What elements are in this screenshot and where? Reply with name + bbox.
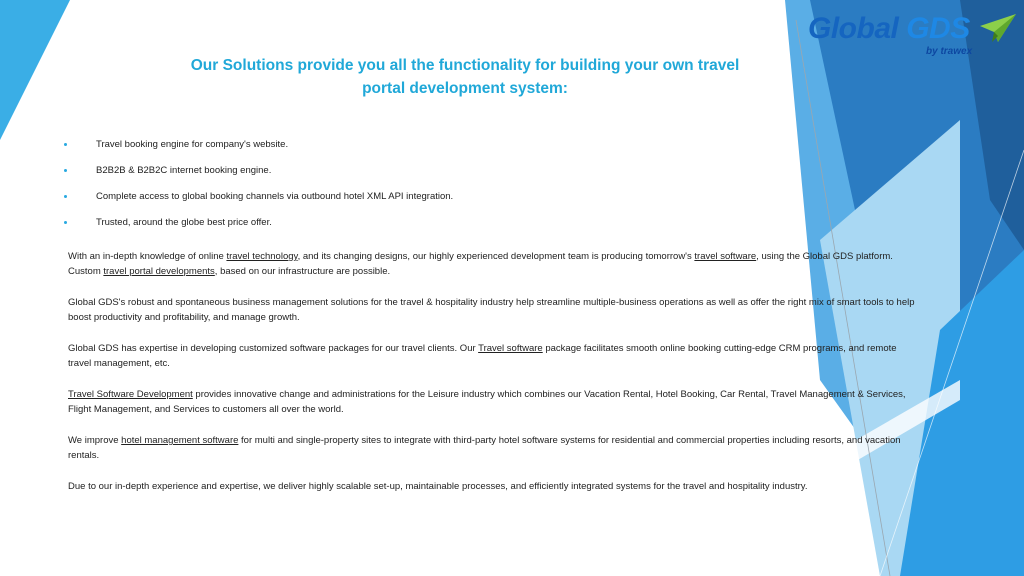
bullet-dot-icon	[64, 221, 67, 224]
bullet-text: Travel booking engine for company's website.	[96, 139, 289, 150]
paragraph-software-packages	[68, 341, 916, 371]
feature-bullet-list	[64, 138, 453, 242]
bullet-item	[64, 164, 453, 190]
hotel-management-software-link[interactable]: hotel management software	[121, 435, 239, 446]
bullet-dot-icon	[64, 169, 67, 172]
body-paragraphs	[68, 249, 916, 510]
travel-technology-link[interactable]: travel technology	[226, 251, 298, 262]
travel-software-link[interactable]: travel software	[694, 251, 757, 262]
paragraph-text: , and its changing designs, our highly experienced development team is producing tomorrow's	[297, 251, 695, 262]
title-line-2: portal development system:	[362, 80, 568, 97]
page-title	[140, 54, 790, 100]
paragraph-hotel-management	[68, 433, 916, 463]
logo-word-gds: GDS	[906, 12, 970, 45]
paragraph-business-solutions: Global GDS's robust and spontaneous business management solutions for the travel & hospitality industry help streamline multiple-business operations as well as offer the right mix of smart tools to help boost productivity and profitability, and manage growth.	[68, 297, 915, 323]
paragraph-travel-technology	[68, 249, 916, 279]
paragraph-software-development	[68, 387, 916, 417]
paragraph-text: Global GDS has expertise in developing customized software packages for our travel clients. Our	[68, 343, 479, 354]
bullet-text: Complete access to global booking channels via outbound hotel XML API integration.	[96, 191, 454, 202]
paragraph-text: provides innovative change and administrations for the Leisure industry which combines our Vacation Rental, Hotel Booking, Car Rental, Travel Management & Services, Flight Management, and Services to customers all over the world.	[68, 389, 906, 415]
paragraph-text: package facilitates smooth online booking cutting-edge CRM programs, and remote travel management, etc.	[68, 343, 897, 369]
paragraph-text: , using the Global GDS platform. Custom	[68, 251, 893, 277]
paragraph-text: , based on our infrastructure are possible.	[214, 266, 391, 277]
left-accent-band	[0, 0, 70, 140]
paragraph-text: for multi and single-property sites to integrate with third-party hotel software systems for residential and commercial properties including resorts, and vacation rentals.	[68, 435, 901, 461]
bullet-dot-icon	[64, 143, 67, 146]
paper-plane-icon	[978, 12, 1018, 46]
bullet-text: B2B2B & B2B2C internet booking engine.	[96, 165, 272, 176]
title-line-1: Our Solutions provide you all the functionality for building your own travel	[190, 57, 740, 74]
bullet-item	[64, 216, 453, 242]
paragraph-text: We improve	[68, 435, 122, 446]
logo-tagline: by trawex	[926, 46, 973, 57]
logo-word-global: Global	[808, 12, 899, 45]
paragraph-text: With an in-depth knowledge of online	[68, 251, 227, 262]
logo-wordmark	[808, 12, 970, 46]
global-gds-logo	[808, 10, 1018, 62]
bullet-text: Trusted, around the globe best price offer.	[96, 217, 272, 228]
bullet-item	[64, 190, 453, 216]
travel-portal-developments-link[interactable]: travel portal developments	[103, 266, 215, 277]
paragraph-experience: Due to our in-depth experience and expertise, we deliver highly scalable set-up, maintainable processes, and efficiently integrated systems for the travel and hospitality industry.	[68, 481, 808, 492]
travel-software-development-link[interactable]: Travel Software Development	[68, 389, 193, 400]
travel-software-package-link[interactable]: Travel software	[478, 343, 543, 354]
bullet-item	[64, 138, 453, 164]
bullet-dot-icon	[64, 195, 67, 198]
